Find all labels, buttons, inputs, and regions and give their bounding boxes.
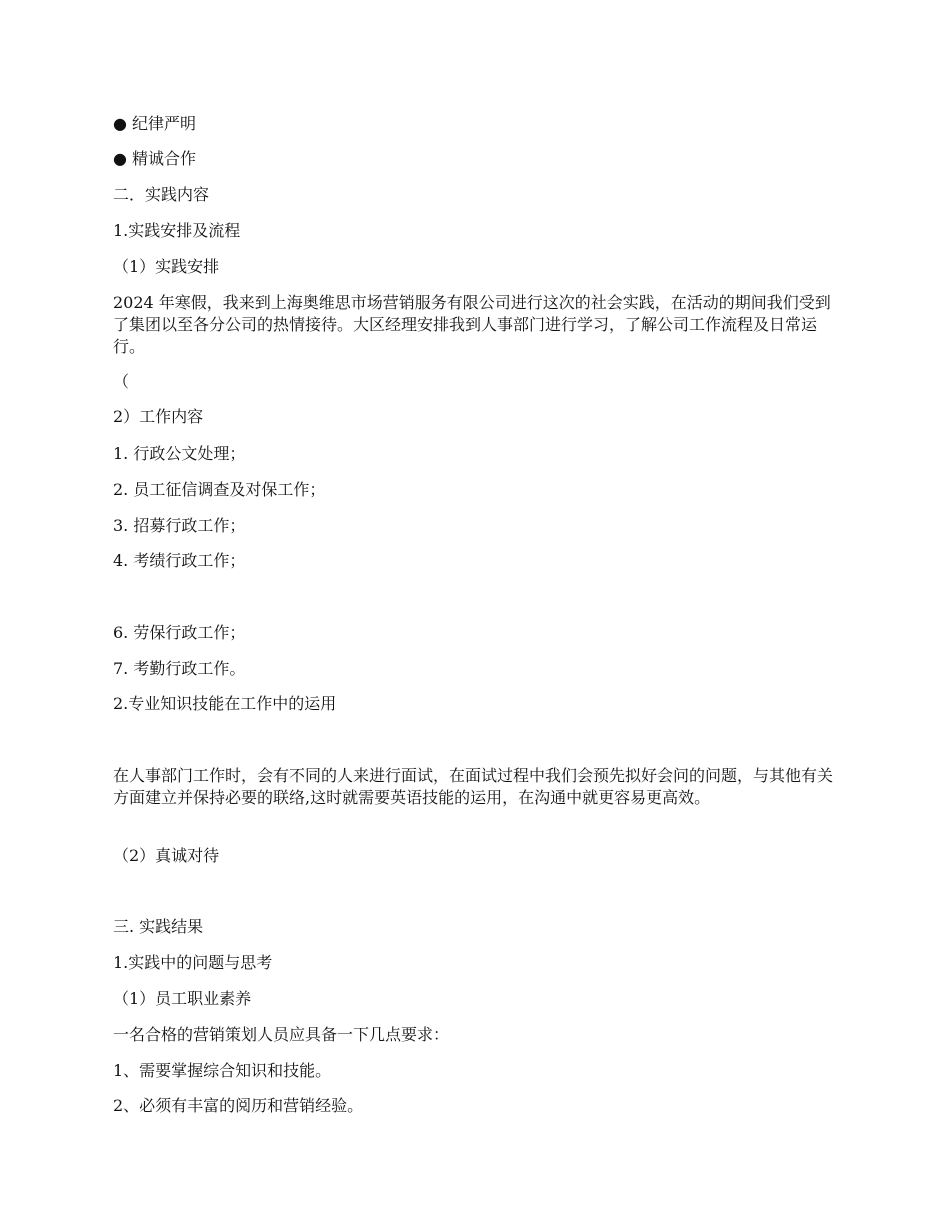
bullet-discipline: ● 纪律严明: [113, 114, 197, 133]
list-item-credit-investigation: 2. 员工征信调查及对保工作；: [113, 480, 326, 499]
subheading-problems-reflection: 1.实践中的问题与思考: [113, 953, 273, 972]
subheading-arrangement: （1）实践安排: [113, 257, 220, 276]
bullet-cooperation: ● 精诚合作: [113, 149, 197, 168]
list-item-performance: 4. 考绩行政工作；: [113, 551, 246, 570]
subheading-sincere-treatment: （2）真诚对待: [113, 846, 220, 865]
paragraph-hr-interview: 在人事部门工作时，会有不同的人来进行面试，在面试过程中我们会预先拟好会问的问题，与其他有关方面建立并保持必要的联络,这时就需要英语技能的运用，在沟通中就更容易更高效。: [113, 766, 834, 807]
list-item-attendance: 7. 考勤行政工作。: [113, 659, 246, 678]
list-item-labor-insurance: 6. 劳保行政工作；: [113, 623, 246, 642]
list-item-recruitment: 3. 招募行政工作；: [113, 516, 246, 535]
list-item-experience: 2、必须有丰富的阅历和营销经验。: [113, 1096, 364, 1115]
subheading-professional-quality: （1）员工职业素养: [113, 989, 252, 1008]
paragraph-winter-break: 2024 年寒假，我来到上海奥维思市场营销服务有限公司进行这次的社会实践，在活动的期间我们受到了集团以至各分公司的热情接待。大区经理安排我到人事部门进行学习，了解公司工作流程及日常运行。: [113, 293, 831, 356]
text-requirements-intro: 一名合格的营销策划人员应具备一下几点要求：: [113, 1025, 450, 1044]
subheading-skills-application: 2.专业知识技能在工作中的运用: [113, 694, 337, 713]
section-heading-practice-results: 三. 实践结果: [113, 917, 204, 936]
subheading-arrangement-process: 1.实践安排及流程: [113, 221, 241, 240]
stray-parenthesis: （: [113, 372, 130, 391]
subheading-work-content: 2）工作内容: [113, 407, 204, 426]
list-item-document-processing: 1. 行政公文处理；: [113, 444, 246, 463]
section-heading-practice-content: 二．实践内容: [113, 185, 210, 204]
list-item-knowledge-skills: 1、需要掌握综合知识和技能。: [113, 1061, 332, 1080]
